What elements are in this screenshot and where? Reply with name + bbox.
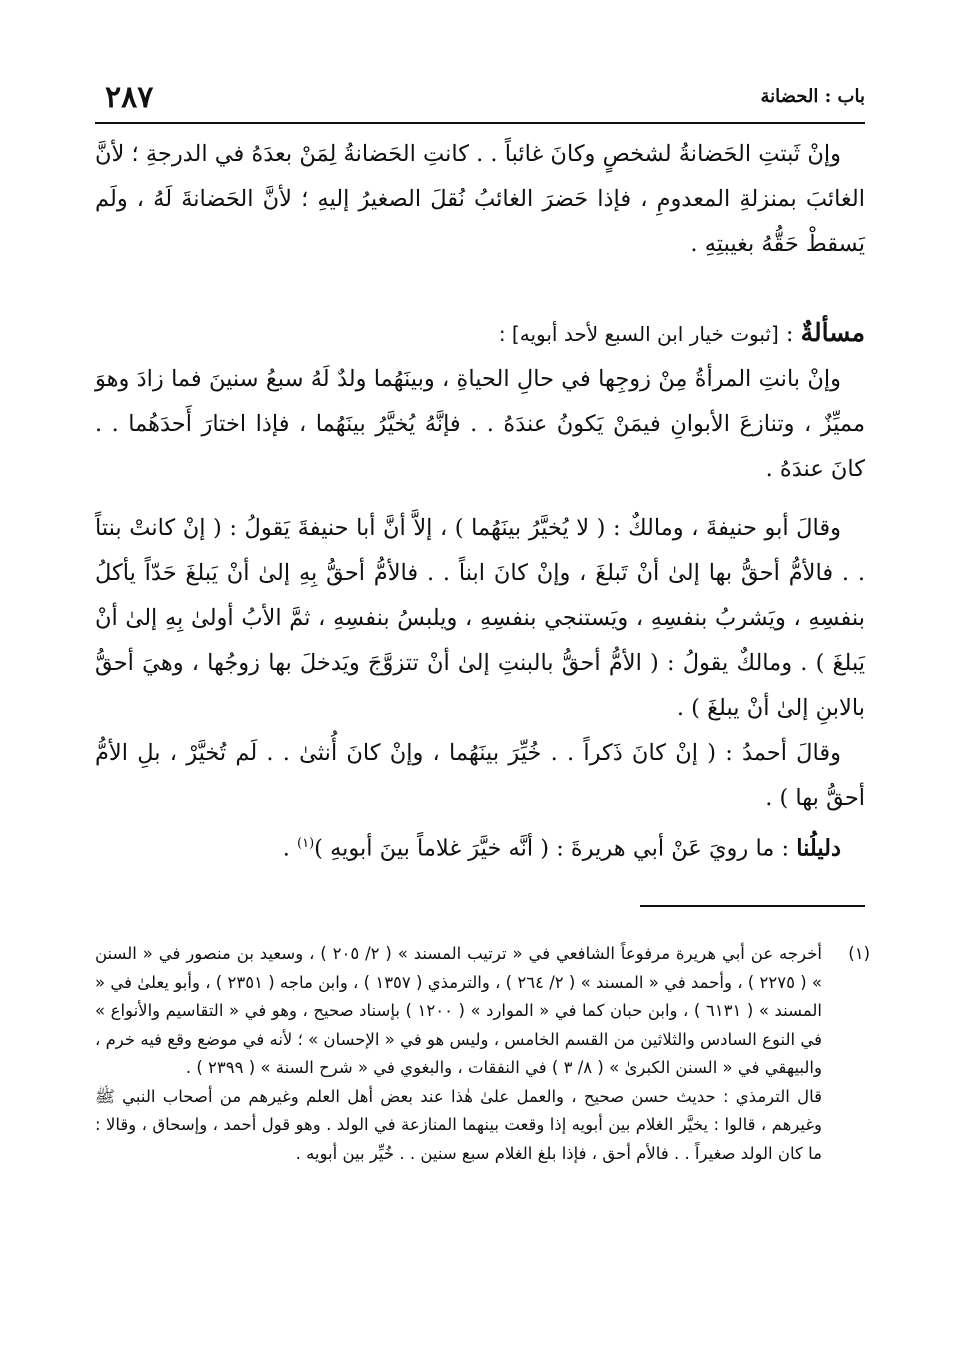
paragraph-choice-of-child: وإنْ بانتِ المرأةُ مِنْ زوجِها في حالِ الحياةِ ، وبينَهُما ولدٌ لَهُ سبعُ سنينَ فما زادَ وهوَ مميِّزٌ ، وتنازعَ الأبوانِ فيمَنْ يَكونُ عندَهُ . . فإنَّهُ يُخيَّرُ بينَهُما ، فإذا اختارَ أَحدَهُما . . كانَ عندَهُ . <box>95 366 865 482</box>
paragraph-absent-custodian: وإنْ ثَبتتِ الحَضانةُ لشخصٍ وكانَ غائباً . . كانتِ الحَضانةُ لِمَنْ بعدَهُ في الدرجةِ ؛ لأنَّ الغائبَ بمنزلةِ المعدومِ ، فإذا حَضرَ الغائبُ نُقلَ الصغيرُ إليهِ ؛ لأنَّ الحَضانةَ لَهُ ، ولَم يَسقطْ حَقُّهُ بغيبتِهِ . <box>95 141 865 257</box>
masala-title: [ثبوت خيار ابن السبع لأحد أبويه] : <box>498 322 779 346</box>
paragraph-hanafi-maliki: وقالَ أبو حنيفةَ ، ومالكٌ : ( لا يُخيَّرُ بينَهُما ) ، إلاَّ أنَّ أبا حنيفةَ يَقولُ : ( إنْ كانتْ بنتاً . . فالأمُّ أحقُّ بها إلىٰ أنْ تَبلغَ ، وإنْ كانَ ابناً . . فالأمُّ أحقُّ بِهِ إلىٰ أنْ يَبلغَ حَدّاً يأكلُ بنفسِهِ ، ويَشربُ بنفسِهِ ، ويَستنجي بنفسِهِ ، ويلبسُ بنفسِهِ ، ثمَّ الأبُ أولىٰ بِهِ إلىٰ أنْ يَبلغَ ) . ومالكٌ يقولُ : ( الأمُّ أحقُّ بالبنتِ إلىٰ أنْ تتزوَّجَ ويَدخلَ بها زوجُها ، وهيَ أحقُّ بالابنِ إلىٰ أنْ يبلغَ ) . <box>95 515 865 721</box>
footnote-rule <box>640 905 865 907</box>
paragraph-ahmad: وقالَ أحمدُ : ( إنْ كانَ ذَكراً . . خُيِّرَ بينَهُما ، وإنْ كانَ أُنثىٰ . . لَم تُخيَّرْ ، بلِ الأمُّ أحقُّ بها ) . <box>95 740 865 811</box>
paragraph-evidence <box>95 821 865 872</box>
spacer <box>95 267 865 310</box>
footnotes <box>95 940 870 1168</box>
main-text <box>95 132 865 872</box>
masala-colon: : <box>778 321 801 347</box>
dalil-end: . <box>282 835 297 862</box>
page-header <box>95 78 865 120</box>
footnote-text: أخرجه عن أبي هريرة مرفوعاً الشافعي في « ترتيب المسند » ( ٢/ ٢٠٥ ) ، وسعيد بن منصور في « السنن » ( ٢٢٧٥ ) ، وأحمد في « المسند » ( ٢/ ٢٦٤ ) ، والترمذي ( ١٣٥٧ ) ، وابن ماجه ( ٢٣٥١ ) ، وأبو يعلىٰ في « المسند » ( ٦١٣١ ) ، وابن حبان كما في « الموارد » ( ١٢٠٠ ) بإسناد صحيح ، وهو في « التقاسيم والأنواع » في النوع السادس والثلاثين من القسم الخامس ، وليس هو في « الإحسان » ؛ لأنه في موضع وقع فيه خرم ، والبيهقي في « السنن الكبرىٰ » ( ٨/ ٣ ) في النفقات ، والبغوي في « شرح السنة » ( ٢٣٩٩ ) . <box>95 944 823 1077</box>
dalil-text: : ما رويَ عَنْ أبي هريرةَ : ( أنَّه خيَّرَ غلاماً بينَ أبويهِ ) <box>314 835 797 862</box>
dalil-label: دليلُنا <box>796 835 841 862</box>
footnote-reference[interactable]: (١) <box>297 836 315 851</box>
header-rule <box>95 122 865 124</box>
chapter-title: باب : الحضانة <box>760 86 865 107</box>
footnote-number: (١) <box>848 944 870 963</box>
footnote-continuation: قال الترمذي : حديث حسن صحيح ، والعمل علىٰ هٰذا عند بعض أهل العلم وغيرهم من أصحاب النبي ﷺ وغيرهم ، قالوا : يخيَّر الغلام بين أبويه إذا وقعت بينهما المنازعة في الولد . وهو قول أحمد ، وإسحاق ، وقالا : ما كان الولد صغيراً . . فالأم أحق ، فإذا بلغ الغلام سبع سنين . . خُيِّر بين أبويه . <box>95 1086 822 1163</box>
masala-label: مسألةٌ <box>800 318 865 347</box>
page-number: ٢٨٧ <box>105 80 154 115</box>
footnote-1 <box>95 940 870 1083</box>
spacer <box>95 492 865 506</box>
masala-heading <box>95 310 865 357</box>
